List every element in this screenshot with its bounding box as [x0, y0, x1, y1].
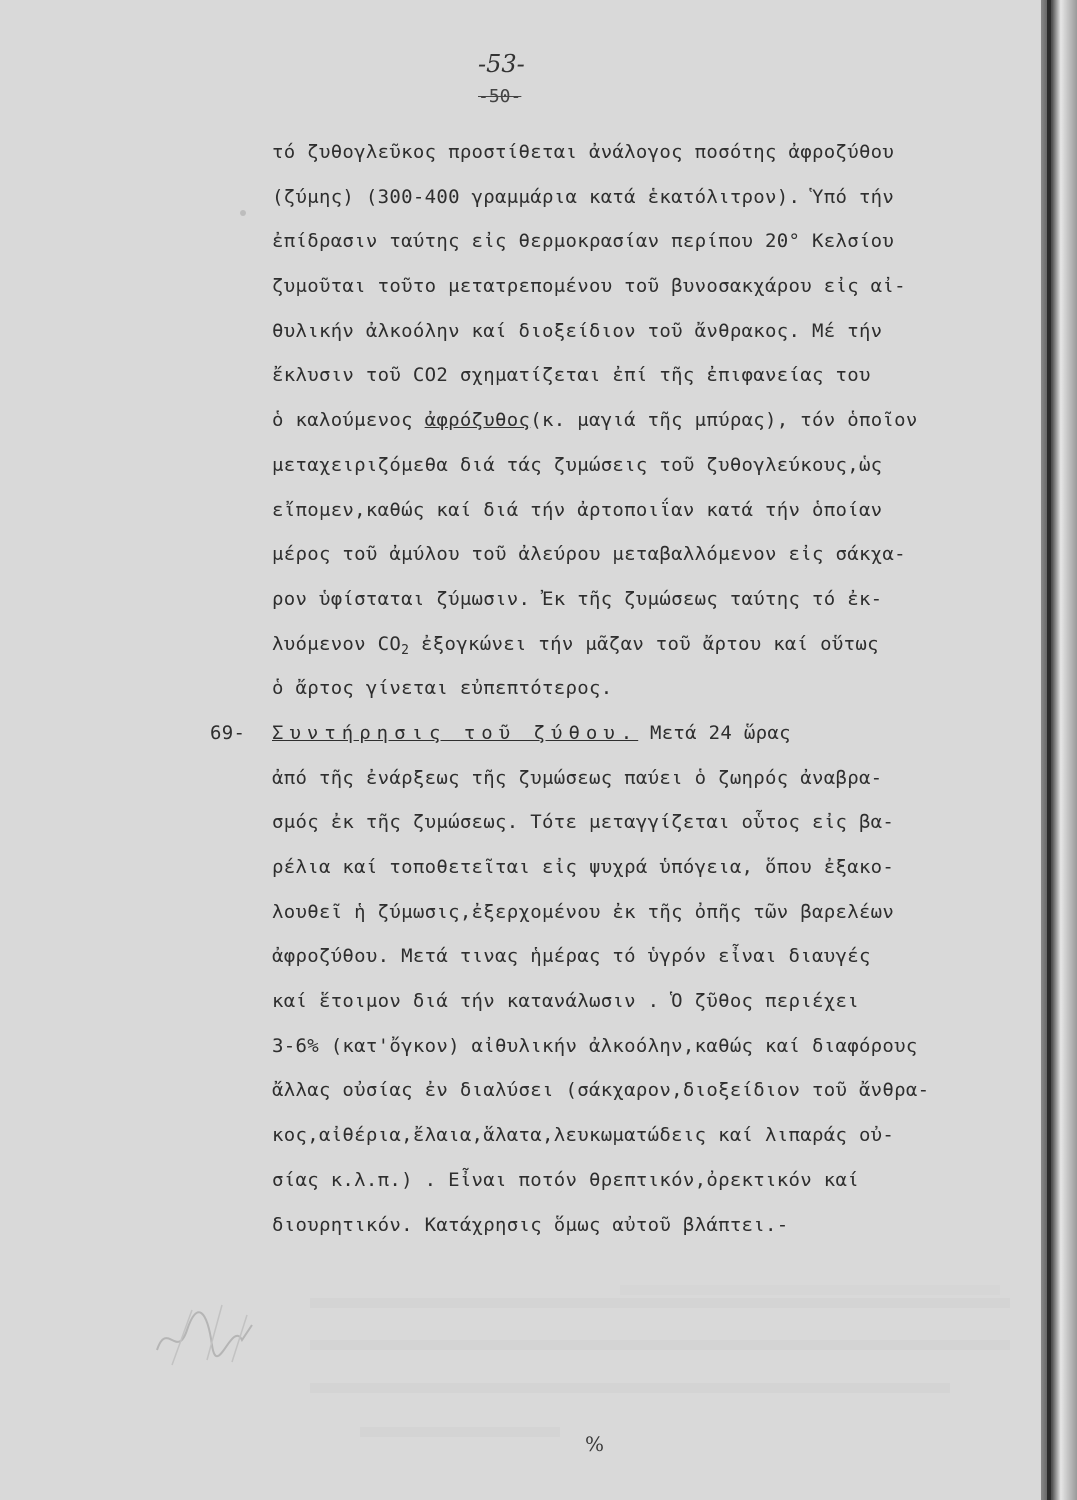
text-line: 3-6% (κατ'ὄγκον) αἰθυλικήν ἀλκοόλην,καθώς καί διαφόρους — [272, 1034, 918, 1057]
text-line: ἄλλας οὐσίας ἐν διαλύσει (σάκχαρον,διοξείδιον τοῦ ἄνθρα- — [272, 1079, 930, 1102]
emphasized-term: ἀφρόζυθος — [424, 409, 531, 432]
text-line: καί ἕτοιμον διά τήν κατανάλωσιν . Ὁ ζῦθος περιέχει — [272, 990, 859, 1013]
continuation-mark: % — [585, 1432, 605, 1456]
text-fragment: (κ. μαγιά τῆς μπύρας), τόν ὁποῖον — [530, 409, 918, 432]
section-number: 69- — [210, 721, 246, 744]
bleed-through-text — [310, 1340, 1010, 1350]
text-fragment: λυόμενον CO — [272, 632, 402, 655]
bleed-through-text — [310, 1298, 1010, 1308]
typed-page-number: -50- — [478, 86, 522, 107]
margin-speck — [240, 210, 246, 216]
text-line: ρέλια καί τοποθετεῖται εἰς ψυχρά ὑπόγεια, ὅπου ἐξακο- — [272, 856, 895, 878]
text-fragment: ἐξογκώνει τήν μᾶζαν τοῦ ἄρτου καί οὕτως — [409, 632, 879, 655]
handwritten-scribble — [152, 1290, 262, 1380]
handwritten-page-number: -53- — [478, 50, 525, 78]
text-line: σίας κ.λ.π.) . Εἶναι ποτόν θρεπτικόν,ὀρεκτικόν καί — [272, 1168, 859, 1191]
bleed-through-text — [310, 1383, 950, 1393]
text-line: εἴπομεν,καθώς καί διά τήν ἀρτοποιΐαν κατά τήν ὁποίαν — [272, 498, 883, 521]
bleed-through-text — [620, 1285, 1000, 1295]
text-line: ὁ ἄρτος γίνεται εὐπεπτότερος. — [272, 677, 613, 700]
text-line: ἐπίδρασιν ταύτης εἰς θερμοκρασίαν περίπου 20° Κελσίου — [272, 230, 895, 253]
bleed-through-text — [360, 1427, 560, 1437]
text-line: διουρητικόν. Κατάχρησις ὅμως αὐτοῦ βλάπτει.- — [272, 1213, 789, 1236]
text-line: ἔκλυσιν τοῦ CO2 σχηματίζεται ἐπί τῆς ἐπιφανείας του — [272, 364, 871, 387]
text-line: ἀφροζύθου. Μετά τινας ἡμέρας τό ὑγρόν εἶναι διαυγές — [272, 945, 871, 968]
text-line: ρον ὑφίσταται ζύμωσιν. Ἐκ τῆς ζυμώσεως ταύτης τό ἐκ- — [272, 587, 883, 610]
text-line: θυλικήν ἀλκοόλην καί διοξείδιον τοῦ ἄνθρακος. Μέ τήν — [272, 319, 883, 342]
text-line: ἀπό τῆς ἐνάρξεως τῆς ζυμώσεως παύει ὁ ζωηρός ἀναβρα- — [272, 766, 883, 789]
text-line: μεταχειριζόμεθα διά τάς ζυμώσεις τοῦ ζυθογλεύκους,ὡς — [272, 453, 883, 476]
text-line — [272, 622, 1007, 667]
text-line: μέρος τοῦ ἀμύλου τοῦ ἀλεύρου μεταβαλλόμενον εἰς σάκχα- — [272, 543, 906, 566]
section-heading: Συντήρησις τοῦ ζύθου. — [272, 721, 639, 744]
text-line: σμός ἐκ τῆς ζυμώσεως. Τότε μεταγγίζεται οὗτος εἰς βα- — [272, 811, 895, 834]
text-fragment: ὁ καλούμενος — [272, 409, 425, 432]
text-fragment: Μετά 24 ὥρας — [638, 721, 791, 744]
body-text — [210, 130, 1007, 1247]
text-line: ζυμοῦται τοῦτο μετατρεπομένου τοῦ βυνοσακχάρου εἰς αἰ- — [272, 275, 906, 298]
text-line: τό ζυθογλεῦκος προστίθεται ἀνάλογος ποσότης ἀφροζύθου — [272, 141, 895, 163]
text-line — [272, 398, 1007, 443]
text-line: κος,αἰθέρια,ἔλαια,ἅλατα,λευκωματώδεις καί λιπαράς οὐ- — [272, 1124, 895, 1147]
subscript: 2 — [401, 642, 410, 658]
text-line: (ζύμης) (300-400 γραμμάρια κατά ἑκατόλιτρον). Ὑπό τήν — [272, 185, 895, 208]
paper-edge-line — [1047, 0, 1051, 1500]
section-heading-line — [210, 711, 1007, 756]
text-line: λουθεῖ ἡ ζύμωσις,ἐξερχομένου ἐκ τῆς ὀπῆς τῶν βαρελέων — [272, 900, 895, 923]
